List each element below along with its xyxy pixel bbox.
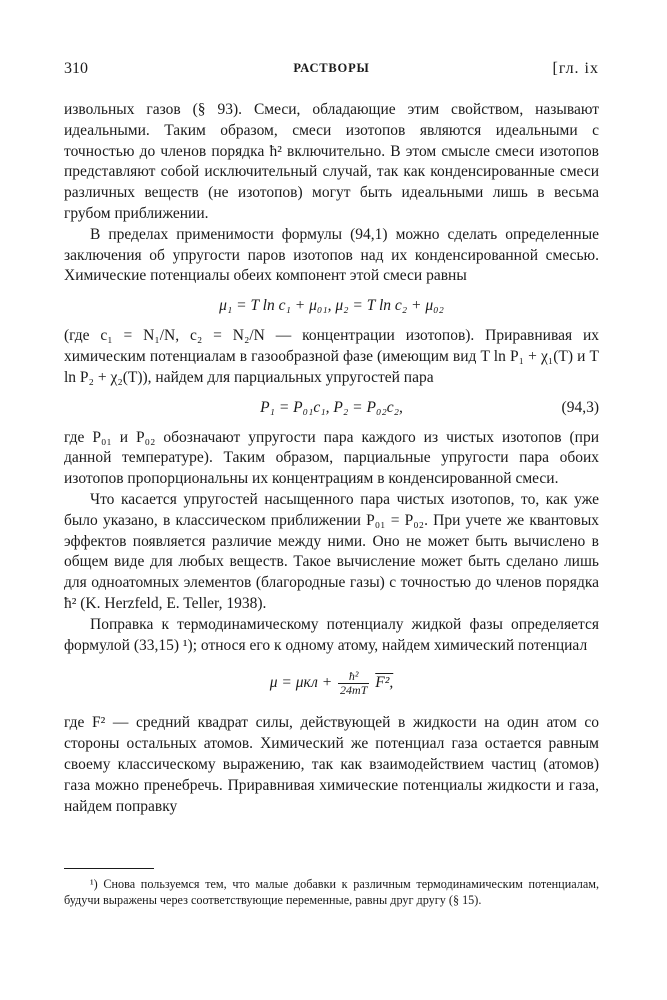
page — [64, 60, 599, 817]
equation-3-lhs: μ = μкл + — [269, 674, 333, 692]
footnote-text: ¹) Снова пользуемся тем, что малые добавки к различным термодинамическим потенциалам, будучи выражены через соответствующие переменные, равны друг другу (§ 15). — [64, 877, 599, 907]
equation-3-rhs: F², — [375, 674, 394, 692]
fraction-numerator: ħ² — [338, 670, 369, 684]
body-text — [64, 100, 599, 817]
paragraph-6: Поправка к термодинамическому потенциалу жидкой фазы определяется формулой (33,15) ¹); относя его к одному атому, найдем химический потенциал — [64, 615, 599, 654]
equation-liquid-potential — [64, 670, 599, 697]
footnote — [64, 876, 599, 908]
paragraph-5: Что касается упругостей насыщенного пара чистых изотопов, то, как уже было указано, в классическом приближении P₀₁ = P₀₂. При учете же квантовых эффектов появляется различие между ними. Оно не может быть вычислено в общем виде для любых веществ. Такое вычисление может быть сделано лишь для одноатомных элементов (благородные газы) с точностью до членов порядка ħ² (K. Herzfeld, E. Teller, 1938). — [64, 490, 599, 612]
running-header — [64, 60, 599, 84]
page-number: 310 — [64, 60, 88, 77]
chapter-label: [гл. ix — [552, 60, 599, 77]
footnote-rule — [64, 868, 154, 869]
equation-1-text: μ₁ = T ln c₁ + μ₀₁, μ₂ = T ln c₂ + μ₀₂ — [219, 297, 444, 315]
equation-3-fraction — [338, 670, 369, 697]
paragraph-1: извольных газов (§ 93). Смеси, обладающие этим свойством, называют идеальными. Таким образом, смеси изотопов являются идеальными с точностью до членов порядка ħ² включительно. В этом смысле смеси изотопов представляют собой исключительный случай, так как конденсированные смеси различных веществ (не изотопов) могут быть идеальными лишь в весьма грубом приближении. — [64, 101, 599, 222]
equation-number: (94,3) — [561, 398, 599, 416]
equation-2-text: P₁ = P₀₁c₁, P₂ = P₀₂c₂, — [260, 398, 403, 416]
fraction-denominator: 24mT — [340, 683, 368, 698]
paragraph-7: где F² — средний квадрат силы, действующей в жидкости на один атом со стороны остальных атомов. Химический же потенциал газа остается равным своему классическому выражению, так как взаимодействием частиц (атомов) газа можно пренебречь. Приравнивая химические потенциалы жидкости и газа, найдем поправку — [64, 714, 599, 815]
equation-94-3 — [64, 397, 599, 419]
running-title: РАСТВОРЫ — [293, 61, 370, 75]
paragraph-2: В пределах применимости формулы (94,1) можно сделать определенные заключения об упругости паров изотопов над их конденсированной смесью. Химические потенциалы обеих компонент этой смеси равны — [64, 225, 599, 285]
equation-chemical-potentials — [64, 295, 599, 317]
paragraph-3: (где c₁ = N₁/N, c₂ = N₂/N — концентрации изотопов). Приравнивая их химическим потенциалам в газообразной фазе (имеющим вид T ln P₁ + χ₁(T) и T ln P₂ + χ₂(T)), найдем для парциальных упругостей пара — [64, 327, 599, 386]
paragraph-4: где P₀₁ и P₀₂ обозначают упругости пара каждого из чистых изотопов (при данной температуре). Таким образом, парциальные упругости пара обоих изотопов пропорциональны их концентрациям в конденсированной смеси. — [64, 428, 599, 488]
